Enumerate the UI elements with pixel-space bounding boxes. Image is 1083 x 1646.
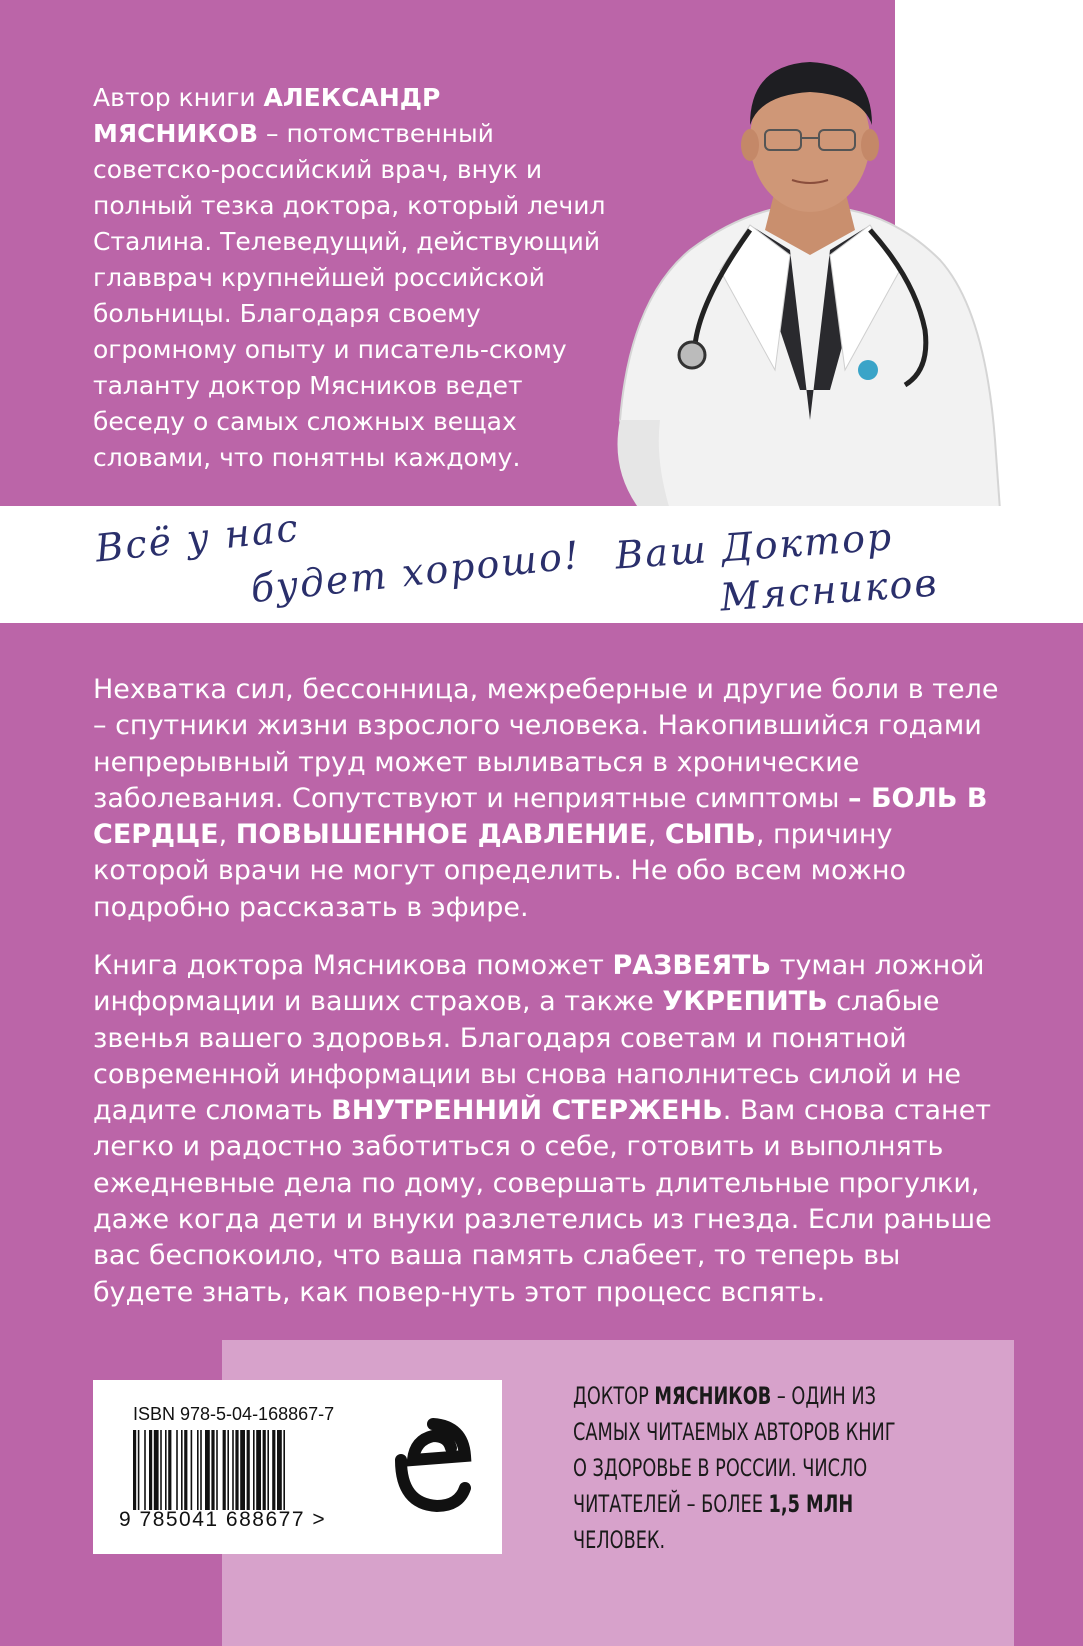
p1-text-1: Нехватка сил, бессонница, межреберные и другие боли в теле – спутники жизни взрослого человека. Накопившийся годами непрерывный труд может выливаться в хронические заболевания. Сопутствуют и неприятные симптомы (93, 674, 999, 814)
signature-line-3: Ваш Доктор (613, 514, 895, 578)
description-paragraph-2 (93, 948, 1008, 1311)
barcode-bar (253, 1430, 255, 1510)
barcode-bar (197, 1430, 199, 1510)
barcode-bar (165, 1430, 167, 1510)
barcode-bar (216, 1430, 218, 1510)
barcode-bar (176, 1430, 178, 1510)
p2-bold-1: РАЗВЕЯТЬ (612, 950, 772, 981)
p1-text-3: , (647, 819, 665, 851)
p1-bold-1: – БОЛЬ В СЕРДЦЕ (93, 782, 988, 851)
barcode-box (93, 1380, 502, 1554)
p2-text-2: туман ложной информации и ваших страхов, а также (93, 950, 985, 1018)
signature-band (0, 506, 1083, 623)
barcode-bar (256, 1430, 261, 1510)
barcode-bar (184, 1430, 187, 1510)
barcode-bar (149, 1430, 152, 1510)
barcode-image (133, 1430, 353, 1510)
p2-text-3: слабые звенья вашего здоровья. Благодаря советам и понятной современной информации вы снова наполнитесь силой и не дадите сломать (93, 986, 961, 1127)
signature-line-2: будет хорошо! (248, 532, 583, 612)
barcode-bar (133, 1430, 136, 1510)
isbn-label: ISBN 978-5-04-168867-7 (133, 1404, 335, 1424)
barcode-bar (277, 1430, 282, 1510)
barcode-bar (168, 1430, 171, 1510)
promo-bold-1: МЯСНИКОВ (654, 1382, 772, 1410)
barcode-bar (154, 1430, 159, 1510)
doctor-photo (600, 40, 1020, 510)
barcode-bar (283, 1430, 285, 1510)
p2-text-1: Книга доктора Мясникова поможет (93, 950, 613, 981)
barcode-bar (181, 1430, 183, 1510)
barcode-bar (240, 1430, 245, 1510)
promo-bold-2: 1,5 МЛН (768, 1490, 854, 1518)
barcode-bar (223, 1430, 226, 1510)
p1-text-2: , (218, 819, 236, 851)
barcode-bar (144, 1430, 146, 1510)
description-paragraph-1 (93, 672, 1008, 926)
p1-bold-3: СЫПЬ (664, 819, 756, 851)
barcode-bar (267, 1430, 269, 1510)
barcode-bar (235, 1430, 238, 1510)
promo-text-2: – ОДИН ИЗ САМЫХ ЧИТАЕМЫХ АВТОРОВ КНИГ О ЗДОРОВЬЕ В РОССИИ. ЧИСЛО ЧИТАТЕЛЕЙ – БОЛЕЕ (573, 1382, 896, 1518)
barcode-bar (200, 1430, 202, 1510)
p2-text-4: . Вам снова станет легко и радостно заботиться о себе, готовить и выполнять ежедневные дела по дому, совершать длительные прогулки, даже когда дети и внуки разлетелись из гнезда. Если раньше вас беспокоило, что ваша память слабеет, то теперь вы будете знать, как повер-нуть этот процесс вспять. (93, 1095, 992, 1308)
barcode-bar (205, 1430, 210, 1510)
author-bio (93, 80, 613, 476)
signature-line-4: Мясников (718, 560, 940, 620)
p2-bold-3: ВНУТРЕННИЙ СТЕРЖЕНЬ (331, 1095, 723, 1127)
isbn-digits: 9 785041 688677 > (119, 1508, 327, 1531)
barcode-bar (227, 1430, 229, 1510)
barcode-bar (138, 1430, 140, 1510)
author-bio-text: – потомственный советско-российский врач, внук и полный тезка доктора, который лечил Сталина. Телеведущий, действующий главврач крупнейшей российской больницы. Благодаря своему огромному опыту и писатель-скому таланту доктор Мясников ведет беседу о самых сложных вещах словами, что понятны каждому. (93, 119, 606, 472)
promo-text-3: ЧЕЛОВЕК. (573, 1526, 666, 1554)
p1-text-4: , причину которой врачи не могут определить. Не обо всем можно подробно рассказать в эфире. (93, 819, 907, 923)
author-name: АЛЕКСАНДР МЯСНИКОВ (93, 83, 441, 148)
barcode-bar (160, 1430, 162, 1510)
author-bio-prefix: Автор книги (93, 83, 264, 112)
publisher-logo-icon (393, 1416, 473, 1516)
barcode-bar (232, 1430, 234, 1510)
barcode-bar (263, 1430, 266, 1510)
barcode-bar (272, 1430, 275, 1510)
promo-text-1: ДОКТОР (573, 1382, 655, 1410)
barcode-bar (191, 1430, 193, 1510)
p1-bold-2: ПОВЫШЕННОЕ ДАВЛЕНИЕ (235, 819, 648, 851)
barcode-bar (211, 1430, 214, 1510)
p2-bold-2: УКРЕПИТЬ (662, 986, 828, 1018)
signature-line-1: Всё у нас (93, 505, 302, 571)
promo-text (573, 1378, 901, 1558)
barcode-bar (247, 1430, 250, 1510)
